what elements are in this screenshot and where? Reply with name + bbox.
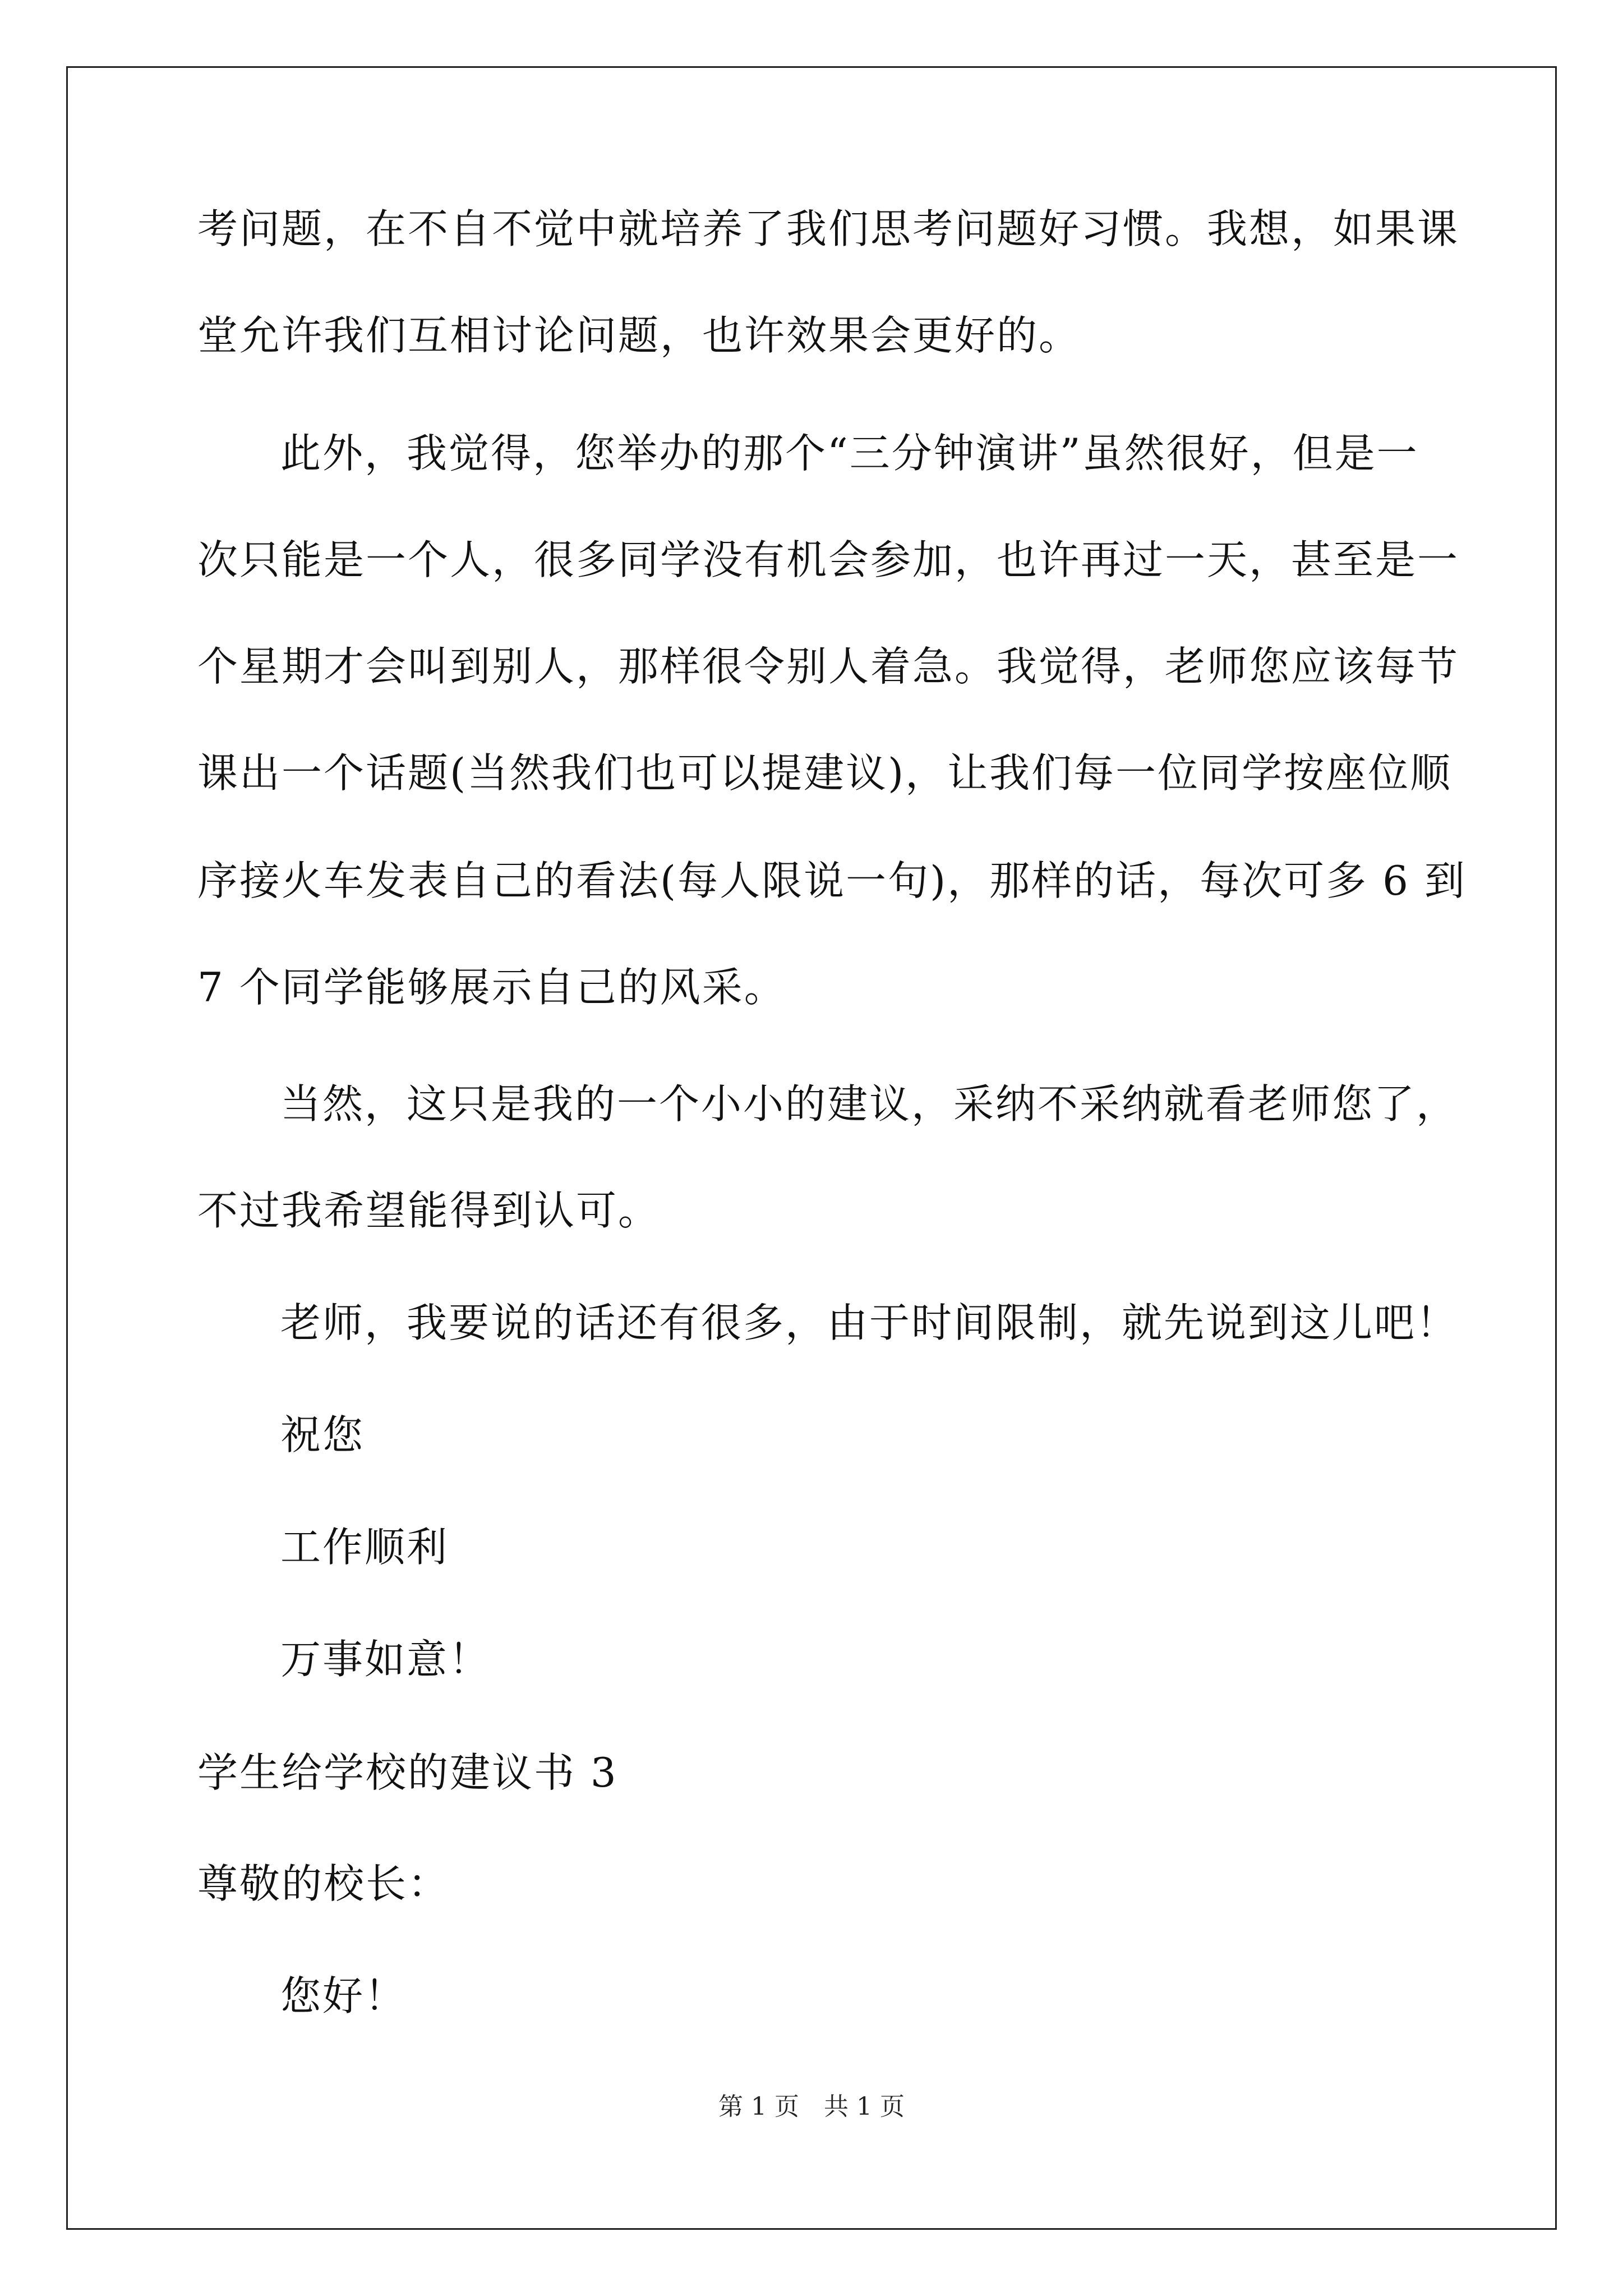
paragraph-line: 老师，我要说的话还有很多，由于时间限制，就先说到这儿吧！	[280, 1299, 1459, 1346]
salutation: 尊敬的校长：	[197, 1860, 450, 1907]
paragraph-line: 堂允许我们互相讨论问题，也许效果会更好的。	[197, 312, 1081, 359]
section-title: 学生给学校的建议书 3	[197, 1749, 618, 1796]
greeting: 您好！	[280, 1972, 407, 2019]
paragraph-line: 考问题，在不自不觉中就培养了我们思考问题好习惯。我想，如果课	[197, 205, 1460, 252]
paragraph-line: 不过我希望能得到认可。	[197, 1187, 661, 1234]
paragraph-line: 当然，这只是我的一个小小的建议，采纳不采纳就看老师您了，	[280, 1080, 1459, 1128]
paragraph-line: 序接火车发表自己的看法(每人限说一句)，那样的话，每次可多 6 到	[197, 857, 1467, 904]
closing-wish: 工作顺利	[280, 1524, 449, 1571]
paragraph-line: 课出一个话题(当然我们也可以提建议)，让我们每一位同学按座位顺	[197, 749, 1453, 797]
page-footer: 第 1 页 共 1 页	[718, 2092, 905, 2121]
closing-greeting: 祝您	[280, 1411, 365, 1458]
paragraph-line: 次只能是一个人，很多同学没有机会参加，也许再过一天，甚至是一	[197, 536, 1460, 583]
closing-wish: 万事如意！	[280, 1636, 491, 1683]
paragraph-line: 个星期才会叫到别人，那样很令别人着急。我觉得，老师您应该每节	[197, 643, 1460, 690]
paragraph-line: 此外，我觉得，您举办的那个“三分钟演讲”虽然很好，但是一	[280, 430, 1419, 477]
paragraph-line: 7 个同学能够展示自己的风采。	[197, 964, 786, 1011]
